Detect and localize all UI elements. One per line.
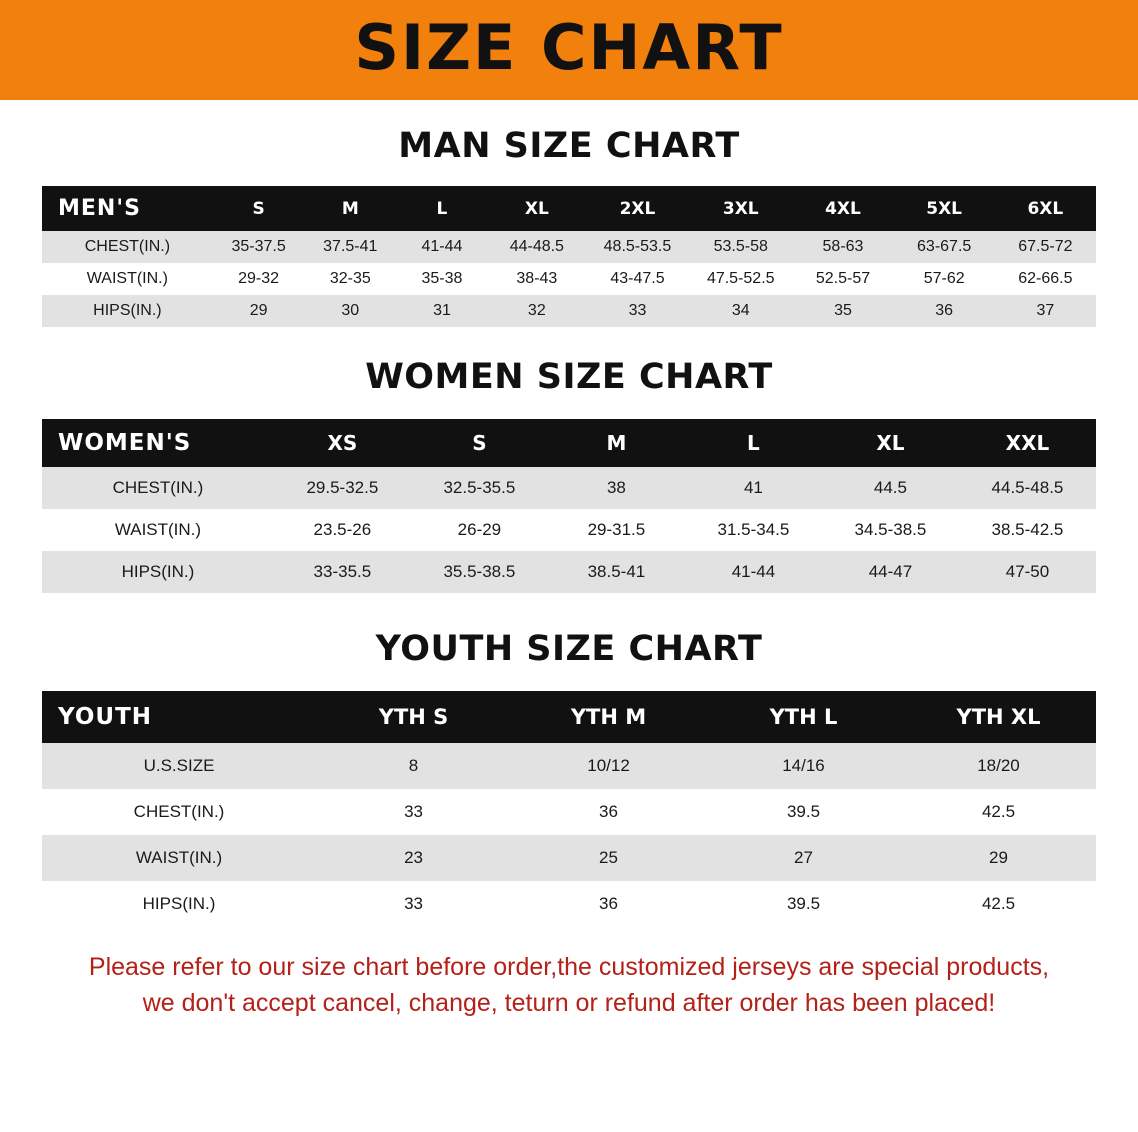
table-cell: 8 xyxy=(316,743,511,789)
table-cell: 26-29 xyxy=(411,509,548,551)
table-cell: 38.5-41 xyxy=(548,551,685,593)
man-header-cell: 3XL xyxy=(689,186,792,231)
banner xyxy=(0,0,1138,100)
youth-header-label: YOUTH xyxy=(42,691,316,743)
table-cell: 35-37.5 xyxy=(213,231,305,263)
row-label: CHEST(IN.) xyxy=(42,467,274,509)
youth-table-wrap xyxy=(0,691,1138,927)
table-row xyxy=(42,263,1096,295)
table-cell: 34 xyxy=(689,295,792,327)
table-header-row xyxy=(42,186,1096,231)
table-cell: 42.5 xyxy=(901,789,1096,835)
man-header-cell: XL xyxy=(488,186,586,231)
table-cell: 29.5-32.5 xyxy=(274,467,411,509)
man-size-table xyxy=(42,186,1096,327)
table-cell: 35.5-38.5 xyxy=(411,551,548,593)
man-header-cell: 6XL xyxy=(995,186,1096,231)
table-row xyxy=(42,835,1096,881)
disclaimer-line-2: we don't accept cancel, change, teturn or refund after order has been placed! xyxy=(142,989,996,1018)
man-header-cell: M xyxy=(304,186,396,231)
table-cell: 42.5 xyxy=(901,881,1096,927)
table-cell: 36 xyxy=(894,295,995,327)
man-table-wrap xyxy=(0,186,1138,327)
table-cell: 58-63 xyxy=(792,231,893,263)
table-cell: 57-62 xyxy=(894,263,995,295)
women-table-body xyxy=(42,467,1096,593)
table-cell: 36 xyxy=(511,789,706,835)
table-cell: 38 xyxy=(548,467,685,509)
youth-table-head xyxy=(42,691,1096,743)
disclaimer-note xyxy=(38,949,1100,1022)
women-header-cell: M xyxy=(548,419,685,467)
table-cell: 31 xyxy=(396,295,488,327)
table-cell: 18/20 xyxy=(901,743,1096,789)
table-cell: 37.5-41 xyxy=(304,231,396,263)
table-cell: 41-44 xyxy=(685,551,822,593)
man-header-label: MEN'S xyxy=(42,186,213,231)
table-cell: 30 xyxy=(304,295,396,327)
table-header-row xyxy=(42,419,1096,467)
table-cell: 29 xyxy=(901,835,1096,881)
table-cell: 37 xyxy=(995,295,1096,327)
table-cell: 23 xyxy=(316,835,511,881)
table-cell: 29 xyxy=(213,295,305,327)
table-cell: 34.5-38.5 xyxy=(822,509,959,551)
table-cell: 38.5-42.5 xyxy=(959,509,1096,551)
man-section-heading: MAN SIZE CHART xyxy=(398,126,740,166)
table-row xyxy=(42,231,1096,263)
table-cell: 44.5-48.5 xyxy=(959,467,1096,509)
table-cell: 23.5-26 xyxy=(274,509,411,551)
man-header-cell: L xyxy=(396,186,488,231)
women-header-cell: XL xyxy=(822,419,959,467)
table-cell: 32.5-35.5 xyxy=(411,467,548,509)
table-cell: 39.5 xyxy=(706,789,901,835)
table-cell: 33 xyxy=(316,789,511,835)
women-header-label: WOMEN'S xyxy=(42,419,274,467)
page-title: SIZE CHART xyxy=(354,11,784,84)
women-header-cell: L xyxy=(685,419,822,467)
table-cell: 14/16 xyxy=(706,743,901,789)
table-cell: 33-35.5 xyxy=(274,551,411,593)
row-label: HIPS(IN.) xyxy=(42,881,316,927)
table-cell: 31.5-34.5 xyxy=(685,509,822,551)
table-cell: 43-47.5 xyxy=(586,263,689,295)
table-row xyxy=(42,789,1096,835)
table-cell: 41 xyxy=(685,467,822,509)
youth-header-cell: YTH L xyxy=(706,691,901,743)
table-row xyxy=(42,881,1096,927)
row-label: CHEST(IN.) xyxy=(42,789,316,835)
women-table-head xyxy=(42,419,1096,467)
table-cell: 33 xyxy=(586,295,689,327)
table-cell: 44-48.5 xyxy=(488,231,586,263)
table-cell: 47.5-52.5 xyxy=(689,263,792,295)
table-cell: 41-44 xyxy=(396,231,488,263)
table-row xyxy=(42,551,1096,593)
man-header-cell: 2XL xyxy=(586,186,689,231)
youth-size-table xyxy=(42,691,1096,927)
table-header-row xyxy=(42,691,1096,743)
youth-table-body xyxy=(42,743,1096,927)
row-label: CHEST(IN.) xyxy=(42,231,213,263)
man-header-cell: 4XL xyxy=(792,186,893,231)
table-cell: 47-50 xyxy=(959,551,1096,593)
table-cell: 39.5 xyxy=(706,881,901,927)
table-cell: 63-67.5 xyxy=(894,231,995,263)
youth-header-cell: YTH XL xyxy=(901,691,1096,743)
table-cell: 32 xyxy=(488,295,586,327)
women-table-wrap xyxy=(0,419,1138,593)
table-cell: 36 xyxy=(511,881,706,927)
table-cell: 53.5-58 xyxy=(689,231,792,263)
row-label: WAIST(IN.) xyxy=(42,509,274,551)
disclaimer-line-1: Please refer to our size chart before order,the customized jerseys are special products, xyxy=(88,953,1050,981)
row-label: HIPS(IN.) xyxy=(42,551,274,593)
women-header-cell: S xyxy=(411,419,548,467)
table-cell: 44.5 xyxy=(822,467,959,509)
table-cell: 33 xyxy=(316,881,511,927)
table-cell: 44-47 xyxy=(822,551,959,593)
table-row xyxy=(42,509,1096,551)
women-section-heading: WOMEN SIZE CHART xyxy=(365,357,773,397)
youth-header-cell: YTH S xyxy=(316,691,511,743)
table-cell: 38-43 xyxy=(488,263,586,295)
man-header-cell: 5XL xyxy=(894,186,995,231)
man-header-cell: S xyxy=(213,186,305,231)
man-table-body xyxy=(42,231,1096,327)
table-cell: 35 xyxy=(792,295,893,327)
women-header-cell: XS xyxy=(274,419,411,467)
table-cell: 27 xyxy=(706,835,901,881)
man-table-head xyxy=(42,186,1096,231)
youth-header-cell: YTH M xyxy=(511,691,706,743)
table-cell: 48.5-53.5 xyxy=(586,231,689,263)
women-header-cell: XXL xyxy=(959,419,1096,467)
women-size-table xyxy=(42,419,1096,593)
table-cell: 29-31.5 xyxy=(548,509,685,551)
table-cell: 10/12 xyxy=(511,743,706,789)
youth-section-heading: YOUTH SIZE CHART xyxy=(375,629,763,669)
table-cell: 35-38 xyxy=(396,263,488,295)
row-label: U.S.SIZE xyxy=(42,743,316,789)
table-row xyxy=(42,467,1096,509)
table-cell: 67.5-72 xyxy=(995,231,1096,263)
table-cell: 52.5-57 xyxy=(792,263,893,295)
row-label: WAIST(IN.) xyxy=(42,263,213,295)
table-row xyxy=(42,295,1096,327)
table-row xyxy=(42,743,1096,789)
table-cell: 29-32 xyxy=(213,263,305,295)
table-cell: 62-66.5 xyxy=(995,263,1096,295)
table-cell: 32-35 xyxy=(304,263,396,295)
row-label: HIPS(IN.) xyxy=(42,295,213,327)
table-cell: 25 xyxy=(511,835,706,881)
row-label: WAIST(IN.) xyxy=(42,835,316,881)
